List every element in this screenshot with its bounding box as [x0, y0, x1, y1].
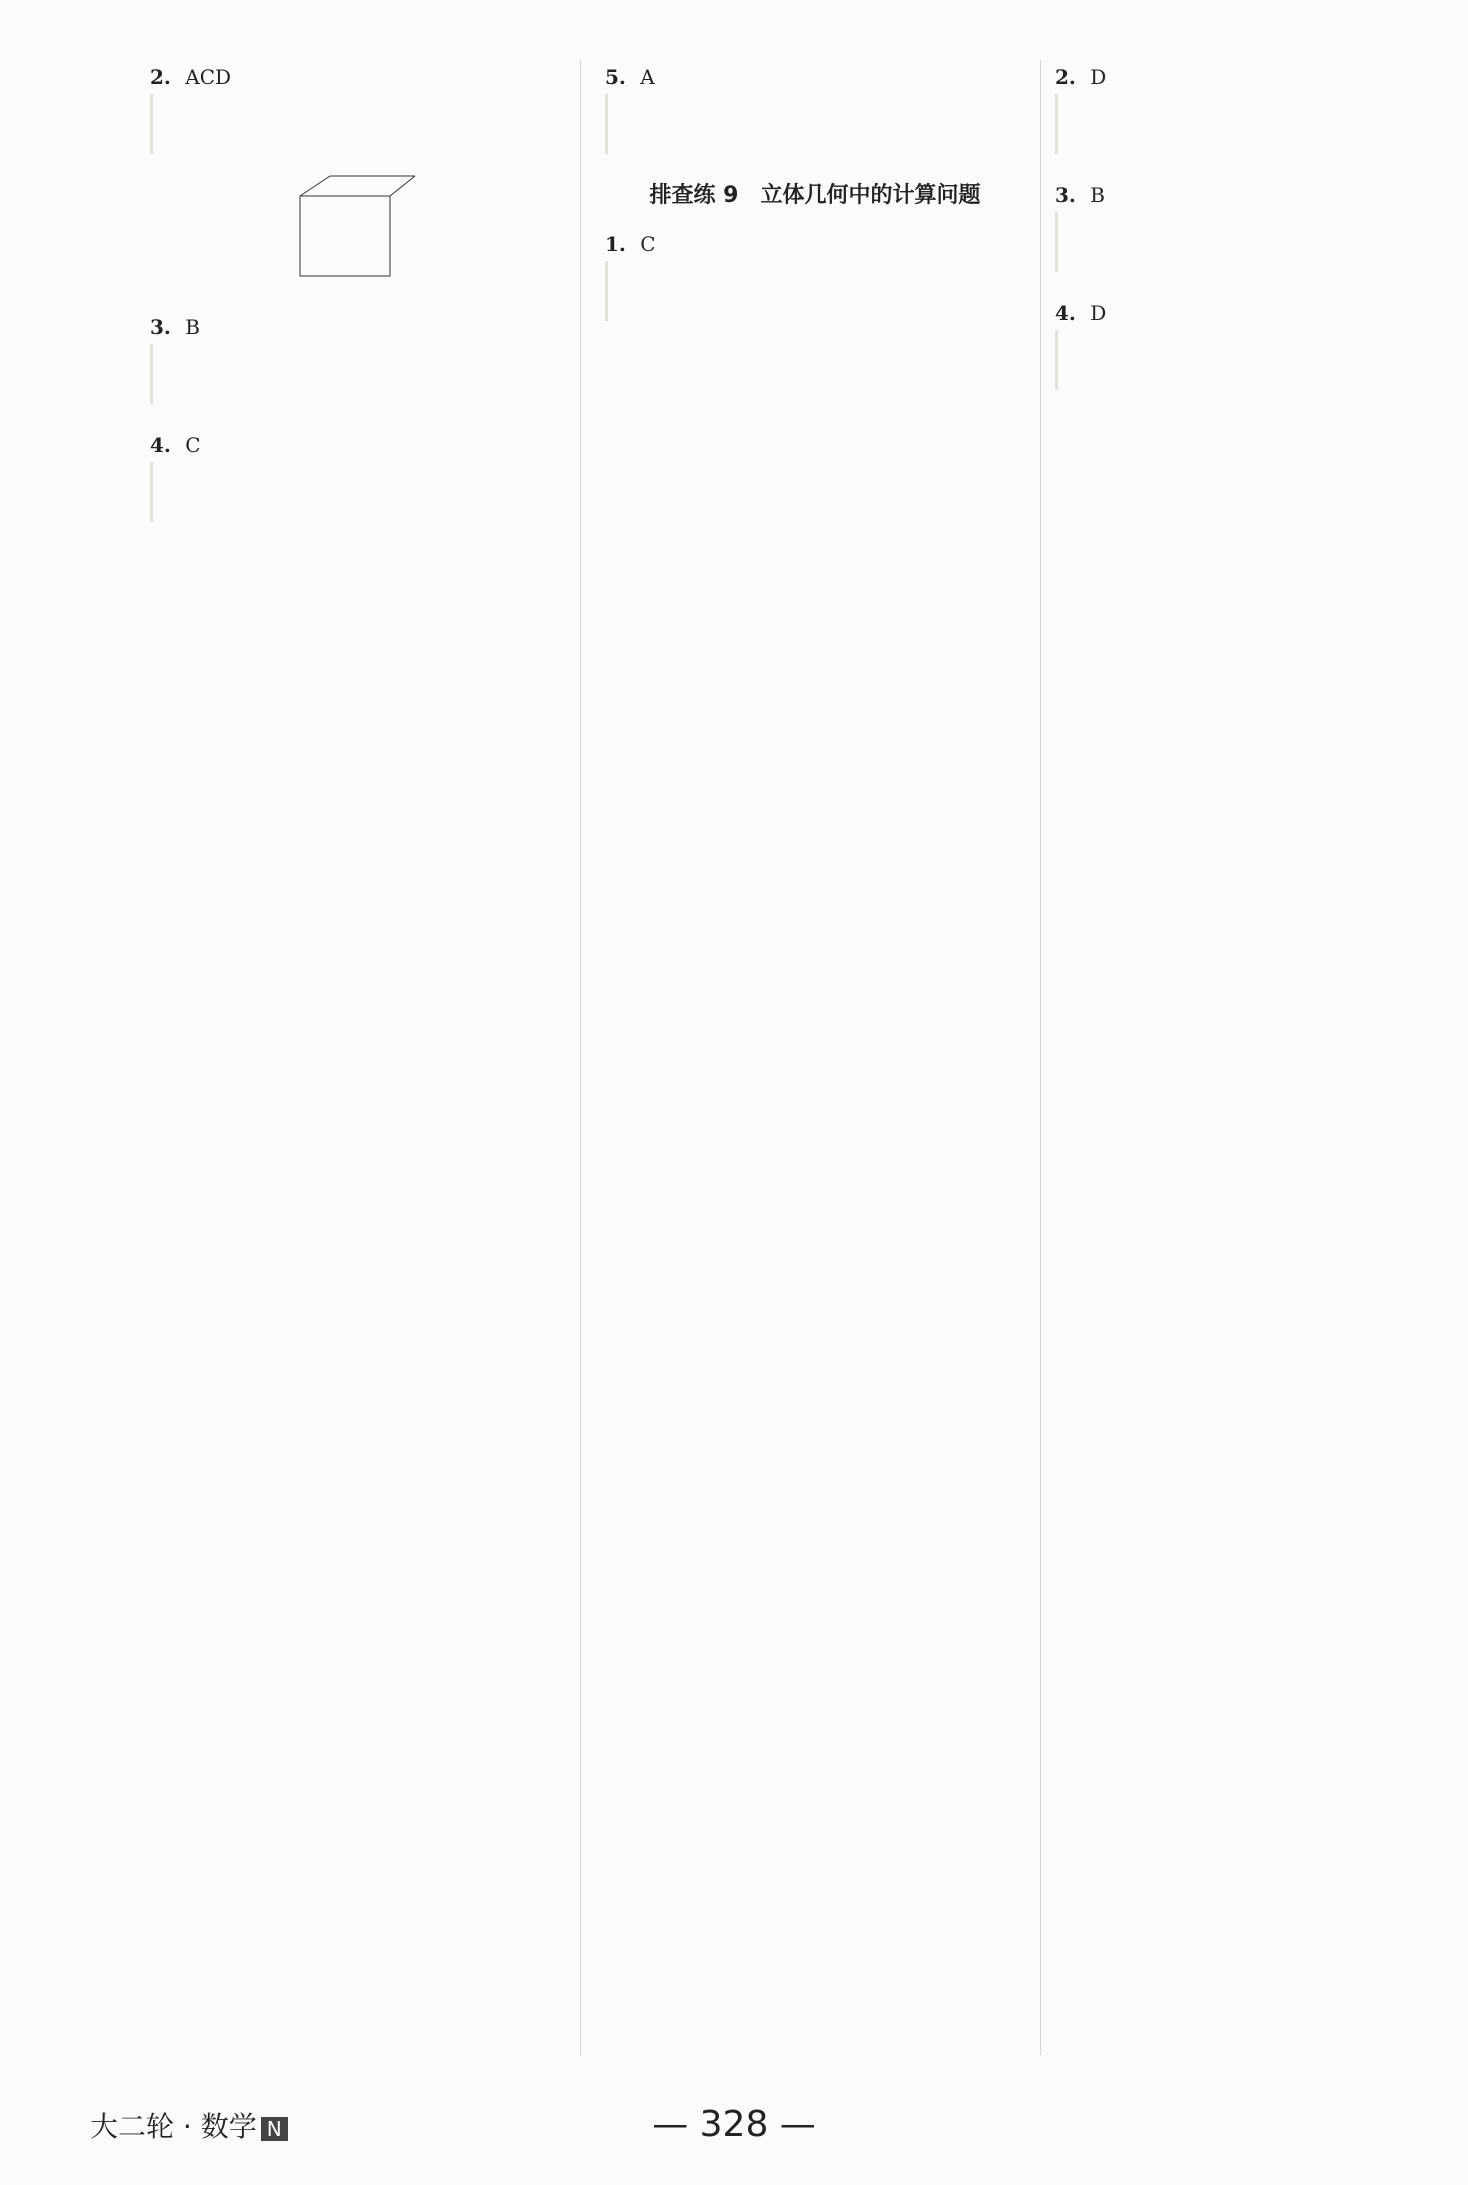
answer-body — [605, 94, 1025, 154]
question-number: 1. — [605, 232, 626, 256]
question-number: 5. — [605, 65, 626, 89]
question-number: 4. — [1055, 301, 1076, 325]
answer-body — [1055, 330, 1455, 390]
page-number: — 328 — — [652, 2104, 816, 2145]
answer-letter: D — [1090, 65, 1107, 89]
answer-item — [1055, 296, 1455, 390]
answer-item — [605, 227, 1025, 321]
question-number: 2. — [1055, 65, 1076, 89]
answer-letter: C — [185, 433, 201, 457]
section-heading: 排查练 9 立体几何中的计算问题 — [649, 183, 981, 208]
column-2 — [605, 60, 1025, 2055]
answer-body — [605, 261, 1025, 321]
answer-body — [150, 94, 550, 154]
cube-figure — [280, 166, 420, 286]
question-number: 2. — [150, 65, 171, 89]
answer-item — [605, 60, 1025, 154]
answer-item — [150, 310, 550, 404]
answer-body — [1055, 94, 1455, 154]
answer-item — [1055, 178, 1455, 272]
answer-item — [150, 60, 550, 286]
column-divider — [1040, 60, 1041, 2055]
answer-body — [150, 344, 550, 404]
book-title-text: 大二轮 · 数学 — [90, 2110, 257, 2143]
answer-letter: B — [1090, 183, 1105, 207]
edition-badge: N — [261, 2117, 288, 2141]
question-number: 4. — [150, 433, 171, 457]
answer-letter: C — [640, 232, 656, 256]
answer-letter: A — [640, 65, 655, 89]
answer-body — [150, 462, 550, 522]
column-1 — [150, 60, 550, 2055]
question-number: 3. — [1055, 183, 1076, 207]
question-number: 3. — [150, 315, 171, 339]
answer-item — [150, 428, 550, 522]
answer-letter: D — [1090, 301, 1107, 325]
answer-item — [1055, 60, 1455, 154]
answer-letter: B — [185, 315, 200, 339]
column-divider — [580, 60, 581, 2055]
answer-body — [1055, 212, 1455, 272]
column-3 — [1055, 60, 1455, 2055]
answer-letter: ACD — [185, 65, 232, 89]
